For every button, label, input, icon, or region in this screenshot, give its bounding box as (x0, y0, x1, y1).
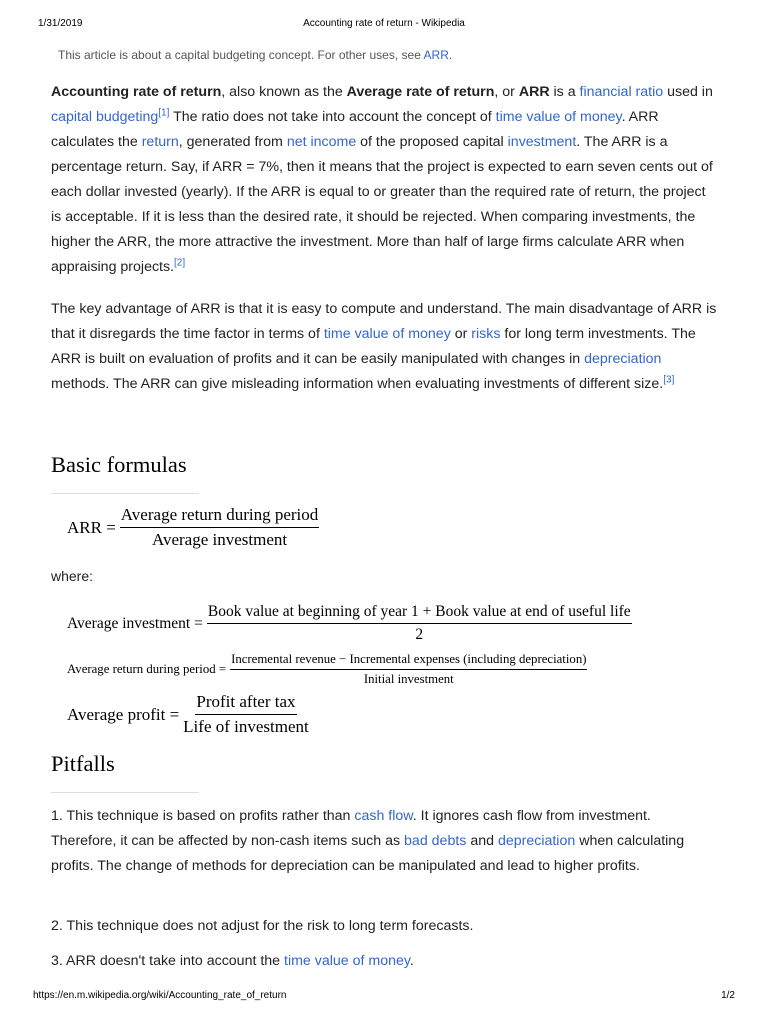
hatnote (58, 48, 452, 62)
numerator: Book value at beginning of year 1 + Book value at end of useful life (207, 603, 632, 624)
pitfall-item-1 (51, 804, 717, 879)
heading-divider (51, 493, 199, 494)
hatnote-end: . (448, 48, 453, 62)
pitfall-text: . (409, 953, 414, 969)
term-accounting-rate-of-return: Accounting rate of return (51, 84, 222, 100)
fraction (183, 692, 309, 737)
page-number: 1/2 (721, 990, 735, 1001)
pitfall-text: 3. ARR doesn't take into account the (51, 953, 285, 969)
bad-debts-link[interactable]: bad debts (404, 833, 467, 849)
formula-average-investment (67, 603, 632, 644)
formula-lhs: ARR = (67, 517, 116, 537)
term-arr: ARR (518, 84, 550, 100)
intro-text: used in (663, 84, 713, 100)
formula-lhs: Average return during period = (67, 662, 227, 676)
reference-3-link[interactable]: [3] (663, 374, 675, 386)
pitfall-text: . It ignores cash flow from investment. Therefore, it can be affected by non-cash items such as (51, 808, 651, 849)
formula-lhs: Average investment = (67, 614, 203, 632)
para2-text: or (450, 326, 472, 342)
fraction (230, 652, 587, 687)
fraction (207, 603, 632, 644)
reference-1-link[interactable]: [1] (158, 107, 170, 119)
denominator: Average investment (151, 530, 288, 549)
pitfall-item-2: 2. This technique does not adjust for the risk to long term forecasts. (51, 918, 474, 934)
net-income-link[interactable]: net income (286, 134, 357, 150)
cash-flow-link[interactable]: cash flow (354, 808, 413, 824)
print-footer (33, 990, 735, 1004)
section-heading-pitfalls: Pitfalls (51, 751, 115, 776)
para2-text: for long term investments. The ARR is built on evaluation of profits and it can be easily manipulated with changes in (51, 326, 696, 367)
denominator: Life of investment (183, 717, 309, 736)
print-url: https://en.m.wikipedia.org/wiki/Accounting_rate_of_return (33, 990, 287, 1001)
pitfall-text: and (466, 833, 498, 849)
pitfall-text: when calculating profits. The change of methods for depreciation can be manipulated and lead to higher profits. (51, 833, 685, 874)
section-heading-basic-formulas: Basic formulas (51, 452, 187, 477)
denominator: 2 (415, 626, 424, 643)
hatnote-text: This article is about a capital budgeting concept. For other uses, see (58, 48, 424, 62)
hatnote-arr-link[interactable]: ARR (423, 48, 449, 62)
risks-link[interactable]: risks (471, 326, 501, 342)
reference-2-link[interactable]: [2] (174, 257, 186, 269)
numerator: Average return during period (120, 505, 319, 528)
numerator: Profit after tax (195, 692, 296, 715)
intro-paragraph (51, 80, 717, 280)
return-link[interactable]: return (141, 134, 179, 150)
depreciation-link[interactable]: depreciation (497, 833, 576, 849)
intro-text: . ARR calculates the (51, 109, 659, 150)
intro-text: is a (549, 84, 580, 100)
time-value-of-money-link[interactable]: time value of money (284, 953, 410, 969)
intro-text: , or (494, 84, 519, 100)
intro-text: . The ARR is a percentage return. Say, if ARR = 7%, then it means that the project is expected to earn seven cents out of each dollar invested (yearly). If the ARR is equal to or greater than the required rate of return, the project is acceptable. If it is less than the desired rate, it should be rejected. When comparing investments, the higher the ARR, the more attractive the investment. More than half of large firms calculate ARR when appraising projects. (51, 134, 713, 275)
fraction (120, 505, 319, 550)
print-date: 1/31/2019 (38, 18, 83, 29)
term-average-rate-of-return: Average rate of return (346, 84, 495, 100)
investment-link[interactable]: investment (507, 134, 577, 150)
formula-average-profit (67, 692, 309, 737)
formula-arr (67, 505, 319, 550)
where-label: where: (51, 568, 94, 584)
depreciation-link[interactable]: depreciation (584, 351, 662, 367)
capital-budgeting-link[interactable]: capital budgeting (51, 109, 159, 125)
numerator: Incremental revenue − Incremental expenses (including depreciation) (230, 652, 587, 670)
para2-text: The key advantage of ARR is that it is easy to compute and understand. The main disadvantage of ARR is that it disregards the time factor in terms of (51, 301, 717, 342)
intro-text: The ratio does not take into account the concept of (169, 109, 496, 125)
pitfall-item-3 (51, 949, 717, 974)
print-header (38, 18, 730, 32)
denominator: Initial investment (363, 672, 454, 686)
intro-text: , generated from (178, 134, 287, 150)
formula-average-return (67, 652, 587, 687)
print-page-title: Accounting rate of return - Wikipedia (303, 18, 465, 29)
pitfall-text: 1. This technique is based on profits rather than (51, 808, 355, 824)
intro-text: of the proposed capital (356, 134, 508, 150)
heading-divider (51, 792, 199, 793)
formula-lhs: Average profit = (67, 704, 180, 724)
time-value-of-money-link[interactable]: time value of money (323, 326, 451, 342)
para2-text: methods. The ARR can give misleading information when evaluating investments of different size. (51, 376, 664, 392)
intro-text: , also known as the (221, 84, 347, 100)
financial-ratio-link[interactable]: financial ratio (579, 84, 664, 100)
time-value-of-money-link[interactable]: time value of money (495, 109, 622, 125)
advantages-paragraph (51, 297, 717, 397)
